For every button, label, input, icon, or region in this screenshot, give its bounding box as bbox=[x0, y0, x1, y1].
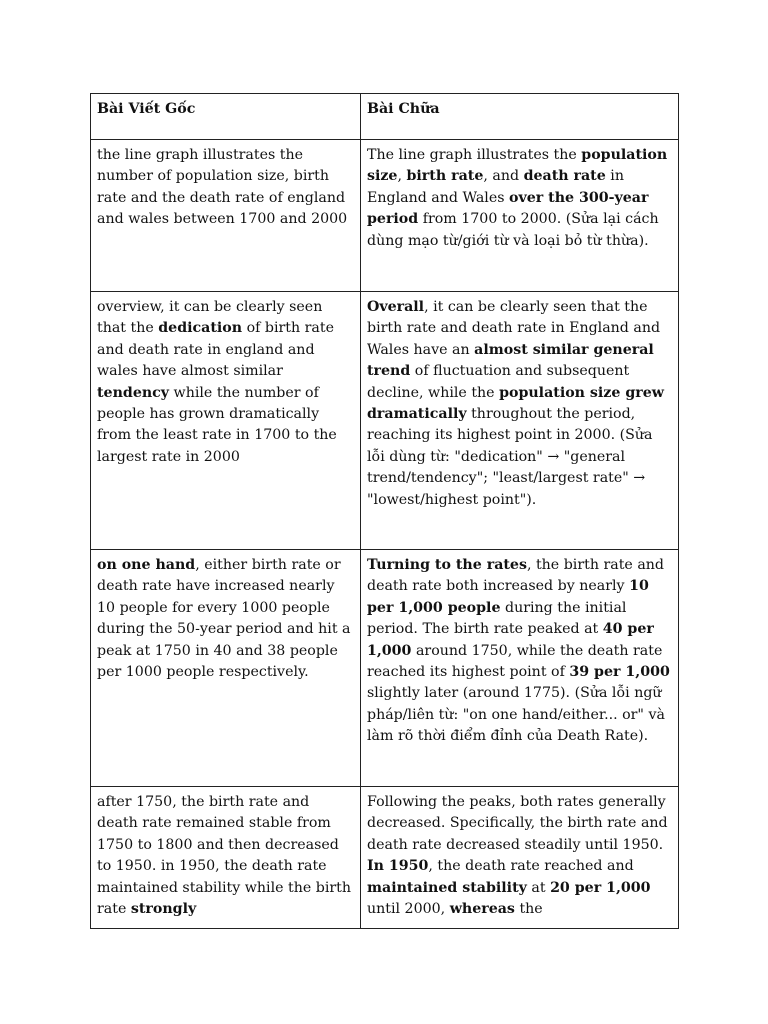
text-run: Following the peaks, both rates generally decreased. Specifically, the birth rate and death rate decreased steadily until 1950. bbox=[367, 794, 668, 853]
table-row bbox=[91, 292, 679, 550]
table-row bbox=[91, 787, 679, 929]
bold-text-run: population size grew dramatically bbox=[367, 384, 664, 423]
text-run: the line graph illustrates the number of population size, birth rate and the death rate of england and wales between 1700 and 2000 bbox=[97, 147, 348, 228]
bold-text-run: death rate bbox=[523, 168, 606, 185]
text-run: , either birth rate or death rate have increased nearly 10 people for every 1000 people during the 50-year period and hit a peak at 1750 in 40 and 38 people per 1000 people respectively. bbox=[97, 557, 351, 681]
text-run: until 2000, bbox=[367, 901, 450, 918]
header-corrected: Bài Chữa bbox=[361, 94, 679, 140]
original-cell bbox=[91, 550, 361, 787]
text-run: the bbox=[514, 901, 543, 918]
bold-text-run: Turning to the rates bbox=[367, 557, 527, 573]
bold-text-run: 39 per 1,000 bbox=[569, 664, 670, 681]
bold-text-run: population size bbox=[367, 147, 668, 185]
bold-text-run: maintained stability bbox=[367, 879, 527, 896]
text-run: while the number of people has grown dramatically from the least rate in 1700 to the largest rate in 2000 bbox=[97, 384, 337, 465]
bold-text-run: over the 300-year period bbox=[367, 189, 649, 228]
original-cell bbox=[91, 787, 361, 929]
text-run: , the death rate reached and bbox=[428, 858, 634, 875]
bold-text-run: 10 per 1,000 people bbox=[367, 578, 649, 616]
corrected-cell bbox=[361, 140, 679, 292]
text-run: , it can be clearly seen that the birth rate and death rate in England and Wales have an bbox=[367, 299, 661, 358]
bold-text-run: strongly bbox=[130, 901, 197, 918]
table-row bbox=[91, 550, 679, 787]
comparison-table bbox=[90, 93, 679, 929]
text-run: The line graph illustrates the bbox=[367, 147, 582, 163]
original-cell bbox=[91, 140, 361, 292]
table-header-row bbox=[91, 94, 679, 140]
text-run: after 1750, the birth rate and death rate remained stable from 1750 to 1800 and then decreased to 1950. in 1950, the death rate maintained stability while the birth rate bbox=[97, 794, 352, 918]
text-run: , the birth rate and death rate both increased by nearly bbox=[367, 557, 664, 595]
text-run: overview, it can be clearly seen that the bbox=[97, 299, 323, 337]
bold-text-run: Overall bbox=[367, 299, 425, 315]
corrected-cell bbox=[361, 787, 679, 929]
text-run: slightly later (around 1775). (Sửa lỗi ngữ pháp/liên từ: "on one hand/either... or" và làm rõ thời điểm đỉnh của Death Rate). bbox=[367, 685, 665, 745]
bold-text-run: 20 per 1,000 bbox=[550, 879, 651, 896]
bold-text-run: dedication bbox=[158, 320, 243, 337]
bold-text-run: on one hand bbox=[97, 557, 196, 573]
corrected-cell bbox=[361, 292, 679, 550]
bold-text-run: whereas bbox=[449, 901, 515, 918]
text-run: of fluctuation and subsequent decline, while the bbox=[367, 363, 630, 401]
corrected-cell bbox=[361, 550, 679, 787]
text-run: at bbox=[526, 879, 551, 896]
text-run: of birth rate and death rate in england and wales have almost similar bbox=[97, 320, 334, 380]
bold-text-run: In 1950 bbox=[367, 858, 429, 875]
bold-text-run: birth rate bbox=[406, 168, 484, 185]
text-run: in England and Wales bbox=[367, 168, 624, 206]
header-original: Bài Viết Gốc bbox=[91, 94, 361, 140]
text-run: during the initial period. The birth rate peaked at bbox=[367, 599, 627, 638]
text-run: throughout the period, reaching its highest point in 2000. (Sửa lỗi dùng từ: "dedication" → "general trend/tendency"; "least/largest rate" → "lowest/highest point"). bbox=[367, 406, 653, 508]
bold-text-run: tendency bbox=[97, 384, 170, 401]
text-run: , and bbox=[483, 168, 524, 185]
text-run: from 1700 to 2000. (Sửa lại cách dùng mạo từ/giới từ và loại bỏ từ thừa). bbox=[367, 211, 659, 249]
table-row bbox=[91, 140, 679, 292]
original-cell bbox=[91, 292, 361, 550]
text-run: , bbox=[397, 168, 407, 185]
text-run: around 1750, while the death rate reached its highest point of bbox=[367, 642, 663, 681]
bold-text-run: 40 per 1,000 bbox=[367, 621, 654, 659]
bold-text-run: almost similar general trend bbox=[367, 341, 654, 380]
